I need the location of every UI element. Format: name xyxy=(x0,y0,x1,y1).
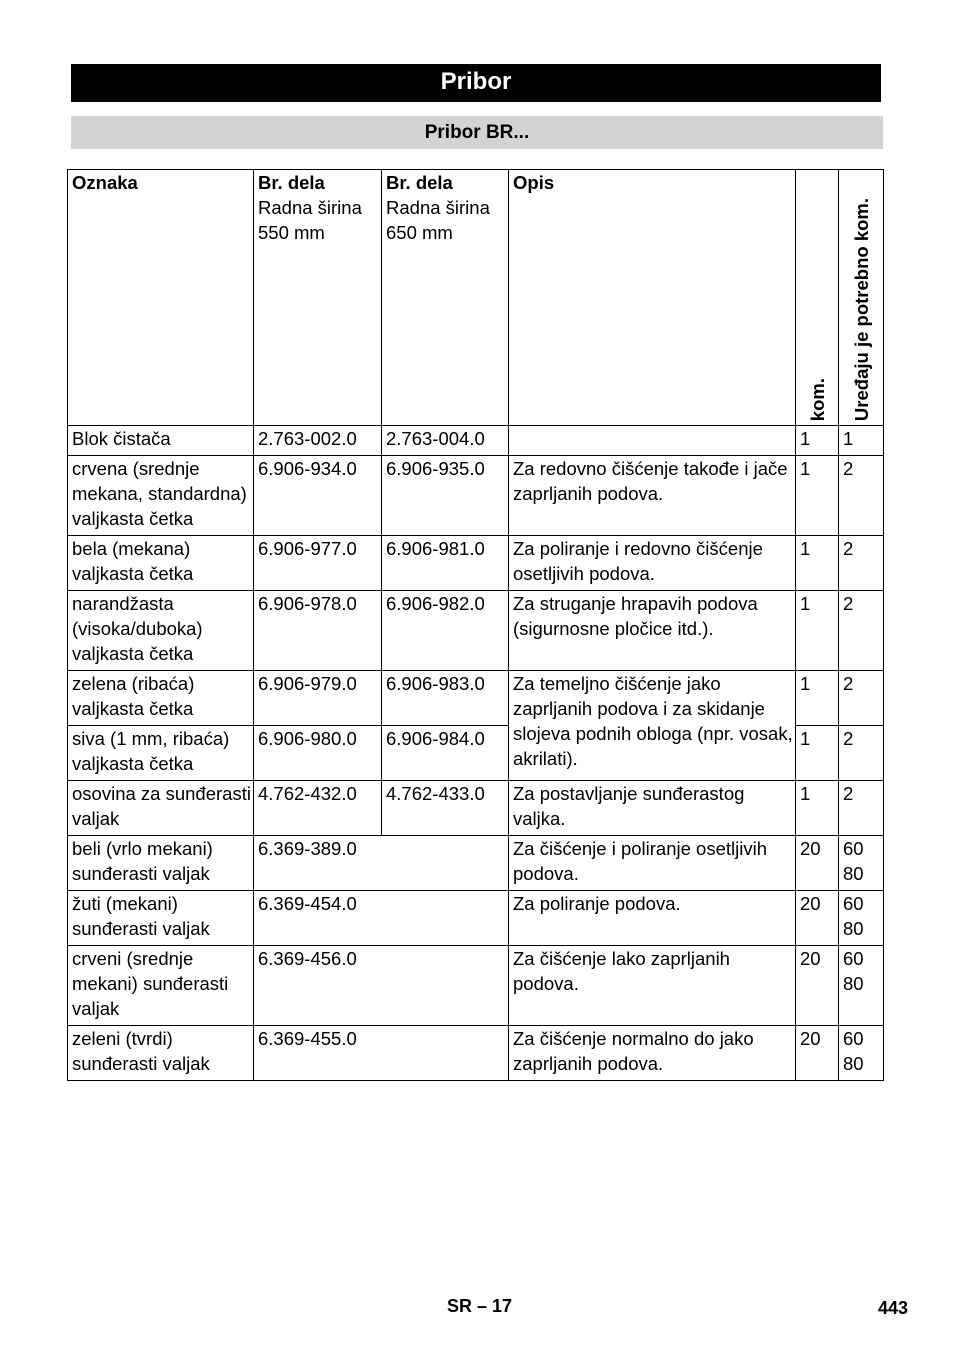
cell-oznaka: beli (vrlo mekani) sunđerasti valjak xyxy=(68,836,254,891)
cell-part-650: 4.762-433.0 xyxy=(382,781,509,836)
cell-part-550: 2.763-002.0 xyxy=(254,426,382,456)
header-oznaka: Oznaka xyxy=(68,170,254,426)
cell-opis: Za postavljanje sunđerastog valjka. xyxy=(509,781,796,836)
table-row xyxy=(68,426,884,456)
cell-part-no: 6.369-454.0 xyxy=(254,891,509,946)
cell-kom: 20 xyxy=(796,946,839,1026)
cell-part-650: 6.906-935.0 xyxy=(382,456,509,536)
cell-kom: 1 xyxy=(796,456,839,536)
cell-kom: 20 xyxy=(796,891,839,946)
cell-opis xyxy=(509,426,796,456)
cell-oznaka: bela (mekana) valjkasta četka xyxy=(68,536,254,591)
cell-oznaka: crvena (srednje mekana, standardna) valjkasta četka xyxy=(68,456,254,536)
cell-required: 2 xyxy=(839,456,884,536)
cell-oznaka: crveni (srednje mekani) sunđerasti valjak xyxy=(68,946,254,1026)
cell-required: 2 xyxy=(839,781,884,836)
table-row xyxy=(68,456,884,536)
cell-kom: 1 xyxy=(796,536,839,591)
cell-kom: 20 xyxy=(796,1026,839,1081)
cell-required: 2 xyxy=(839,671,884,726)
cell-opis: Za poliranje i redovno čišćenje osetljivih podova. xyxy=(509,536,796,591)
cell-part-550: 6.906-979.0 xyxy=(254,671,382,726)
cell-required: 60 80 xyxy=(839,891,884,946)
cell-oznaka: Blok čistača xyxy=(68,426,254,456)
cell-part-650: 2.763-004.0 xyxy=(382,426,509,456)
cell-kom: 1 xyxy=(796,426,839,456)
cell-part-550: 6.906-934.0 xyxy=(254,456,382,536)
cell-opis: Za čišćenje lako zaprljanih podova. xyxy=(509,946,796,1026)
cell-oznaka: siva (1 mm, ribaća) valjkasta četka xyxy=(68,726,254,781)
header-opis: Opis xyxy=(509,170,796,426)
cell-part-650: 6.906-981.0 xyxy=(382,536,509,591)
cell-kom: 20 xyxy=(796,836,839,891)
table-row xyxy=(68,946,884,1026)
cell-required: 2 xyxy=(839,536,884,591)
page-title: Pribor xyxy=(71,64,881,102)
cell-part-550: 6.906-980.0 xyxy=(254,726,382,781)
cell-part-no: 6.369-455.0 xyxy=(254,1026,509,1081)
table-row xyxy=(68,891,884,946)
cell-part-no: 6.369-456.0 xyxy=(254,946,509,1026)
cell-oznaka: zelena (ribaća) valjkasta četka xyxy=(68,671,254,726)
cell-required: 60 80 xyxy=(839,836,884,891)
table-row xyxy=(68,536,884,591)
cell-part-550: 6.906-978.0 xyxy=(254,591,382,671)
cell-required: 2 xyxy=(839,726,884,781)
cell-oznaka: zeleni (tvrdi) sunđerasti valjak xyxy=(68,1026,254,1081)
cell-opis: Za redovno čišćenje takođe i jače zaprljanih podova. xyxy=(509,456,796,536)
cell-required: 1 xyxy=(839,426,884,456)
cell-oznaka: osovina za sunđerasti valjak xyxy=(68,781,254,836)
table-row xyxy=(68,1026,884,1081)
cell-kom: 1 xyxy=(796,591,839,671)
cell-part-no: 6.369-389.0 xyxy=(254,836,509,891)
cell-part-650: 6.906-984.0 xyxy=(382,726,509,781)
table-header-row xyxy=(68,170,884,426)
header-kom: kom. xyxy=(796,170,839,426)
table-row xyxy=(68,781,884,836)
table-row xyxy=(68,671,884,726)
page-number: 443 xyxy=(878,1298,909,1318)
cell-part-650: 6.906-982.0 xyxy=(382,591,509,671)
cell-oznaka: narandžasta (visoka/duboka) valjkasta četka xyxy=(68,591,254,671)
cell-opis: Za temeljno čišćenje jako zaprljanih podova i za skidanje slojeva podnih obloga (npr. vosak, akrilati). xyxy=(509,671,796,781)
table-row xyxy=(68,836,884,891)
cell-required: 60 80 xyxy=(839,1026,884,1081)
cell-opis: Za struganje hrapavih podova (sigurnosne pločice itd.). xyxy=(509,591,796,671)
section-title: Pribor BR... xyxy=(71,116,883,149)
footer-section-label: SR – 17 xyxy=(447,1296,513,1316)
cell-oznaka: žuti (mekani) sunđerasti valjak xyxy=(68,891,254,946)
cell-required: 60 80 xyxy=(839,946,884,1026)
cell-kom: 1 xyxy=(796,726,839,781)
cell-part-550: 4.762-432.0 xyxy=(254,781,382,836)
cell-opis: Za čišćenje i poliranje osetljivih podova. xyxy=(509,836,796,891)
cell-part-650: 6.906-983.0 xyxy=(382,671,509,726)
header-part-no-550: Br. dela Radna širina 550 mm xyxy=(254,170,382,426)
cell-opis: Za čišćenje normalno do jako zaprljanih podova. xyxy=(509,1026,796,1081)
header-part-no-650: Br. dela Radna širina 650 mm xyxy=(382,170,509,426)
cell-kom: 1 xyxy=(796,781,839,836)
cell-part-550: 6.906-977.0 xyxy=(254,536,382,591)
cell-kom: 1 xyxy=(796,671,839,726)
accessories-table xyxy=(67,169,884,1081)
cell-required: 2 xyxy=(839,591,884,671)
table-row xyxy=(68,591,884,671)
header-required-qty: Uređaju je potrebno kom. xyxy=(839,170,884,426)
cell-opis: Za poliranje podova. xyxy=(509,891,796,946)
